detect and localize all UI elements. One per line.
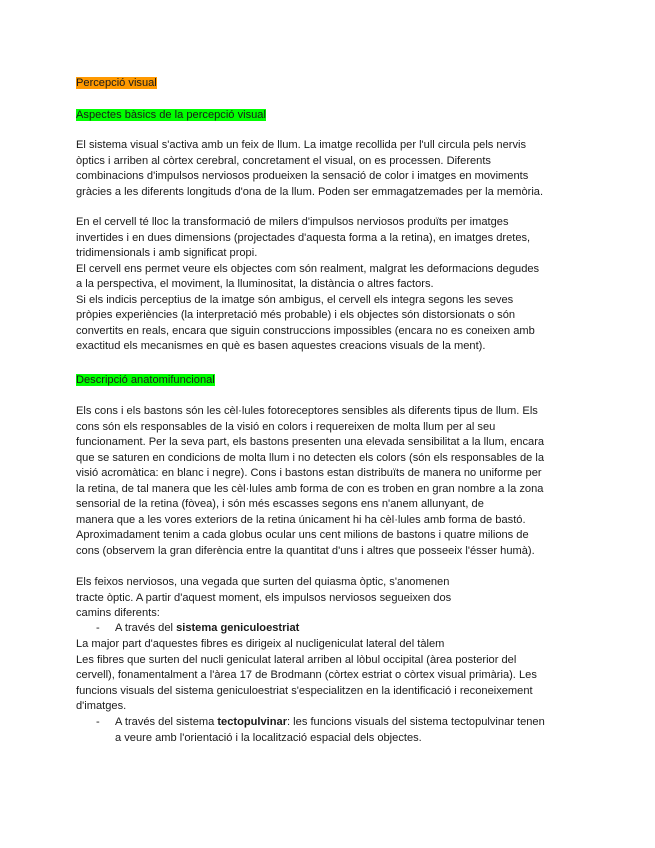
paragraph [76,138,596,200]
text-line: Els feixos nerviosos, una vegada que surten del quiasma òptic, s'anomenen [76,576,450,588]
bullet-dash: - [96,622,100,634]
bullet-prefix: A través del sistema [115,716,218,728]
text-line: Si els indicis perceptius de la imatge són ambigus, el cervell els integra segons les seves [76,293,514,306]
bullet-bold-term: tectopulvinar [217,716,288,728]
bullet-prefix: A través del [115,622,177,634]
text-line: tracte òptic. A partir d'aquest moment, els impulsos nerviosos segueixen dos [76,591,452,604]
text-line: cons són els responsables de la visió en colors i requereixen de molta llum per al seu [76,420,496,433]
text-line: Les fibres que surten del nucli geniculat lateral arriben al lòbul occipital (àrea posterior del [76,653,517,666]
bullet-line [115,715,585,731]
text-line: convertits en reals, encara que siguin construccions impossibles (encara no es coneixen amb [76,324,535,337]
text-line: d'imatges. [76,700,127,712]
paragraph [76,637,596,715]
text-line: La major part d'aquestes fibres es dirigeix al nucligeniculat lateral del tàlem [76,638,445,650]
text-line: a la perspectiva, el moviment, la lluminositat, la distància o altres factors. [76,278,434,290]
bullet-text [115,621,585,637]
paragraph [76,575,596,622]
text-line: Aproximadament tenim a cada globus ocular uns cent milions de bastons i quatre milions de [76,529,529,541]
text-line: òptics i arriben al còrtex cerebral, concretament el visual, on es processen. Diferents [76,154,491,167]
bullet-dash: - [96,716,100,728]
bullet-line: a veure amb l'orientació i la localització espacial dels objectes. [115,731,422,744]
text-line: visió acromàtica: en blanc i negre). Cons i bastons estan distribuïts de manera no uniforme per [76,467,542,479]
text-line: exactitud els mecanismes en què es basen aquestes creacions visuals de la ment). [76,340,486,352]
text-line: El cervell ens permet veure els objectes com són realment, malgrat les deformacions degudes [76,262,540,275]
bullet-bold-term: sistema geniculoestriat [176,622,300,634]
text-line: invertides i en dues dimensions (projectades d'aquesta forma a la retina), en imatges dretes, [76,231,531,244]
section-heading-basics [76,108,596,124]
text-line: sensorial de la retina (fòvea), i són més escasses segons ens n'anem allunyant, de [76,498,484,510]
text-line: funcions visuals del sistema geniculoestriat s'especialitzen en la identificació i reconeixement [76,684,533,697]
paragraph [76,215,596,355]
text-line: Els cons i els bastons són les cèl·lules fotoreceptores sensibles als diferents tipus de llum. Els [76,405,538,417]
title-highlight: Percepció visual [76,77,157,89]
text-line: funcionament. Per la seva part, els bastons presenten una elevada sensibilitat a la llum, encara [76,436,545,448]
text-line: El sistema visual s'activa amb un feix de llum. La imatge recollida per l'ull circula pels nervis [76,139,527,151]
text-line: camins diferents: [76,607,160,619]
text-line: pròpies experiències (la interpretació més probable) i els objectes són distorsionats o són [76,309,516,321]
bullet-suffix: : les funcions visuals del sistema tectopulvinar tenen [287,716,545,728]
text-line: gràcies a les diferents longituds d'ona de la llum. Poden ser emmagatzemades per la memòria. [76,185,544,198]
page-title [76,76,596,92]
heading-highlight: Descripció anatomifuncional [76,374,215,386]
text-line: En el cervell té lloc la transformació de milers d'impulsos nerviosos produïts per imatges [76,216,509,228]
text-line: tridimensionals i amb significat propi. [76,247,258,259]
paragraph [76,404,596,559]
text-line: cons (observem la gran diferència entre la quantitat d'uns i altres que posseeix l'ésser humà). [76,544,535,557]
bullet-tectopulvinar [0,715,655,747]
text-line: que se saturen en condicions de molta llum i no detecten els colors (són els responsables de la [76,451,545,464]
text-line: manera que a les vores exteriors de la retina únicament hi ha cèl·lules amb forma de bastó. [76,513,526,526]
bullet-text [115,715,585,746]
text-line: cervell), fonamentalment a l'àrea 17 de Brodmann (còrtex estriat o còrtex visual primària). Les [76,669,537,681]
text-line: la retina, de tal manera que les cèl·lules amb forma de con es troben en gran nombre a la zona [76,482,544,495]
heading-highlight: Aspectes bàsics de la percepció visual [76,109,266,121]
section-heading-anatomy [76,373,596,389]
text-line: combinacions d'impulsos nerviosos produeixen la sensació de color i imatges en moviments [76,170,529,182]
